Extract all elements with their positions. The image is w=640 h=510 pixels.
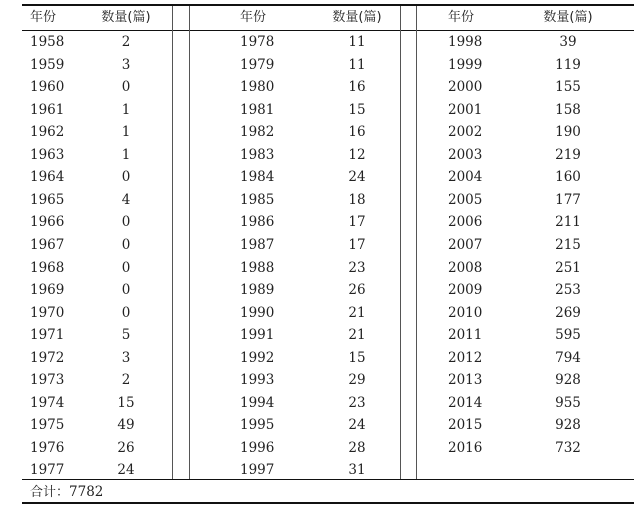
count-cell: 4 (121, 191, 131, 208)
count-cell: 2 (121, 372, 131, 389)
count-cell: 177 (555, 191, 581, 208)
year-header: 年份 (448, 10, 475, 25)
year-cell: 1969 (30, 282, 65, 299)
count-cell: 15 (348, 101, 366, 118)
year-cell: 1971 (30, 327, 65, 344)
total-value: 7782 (69, 484, 104, 500)
count-cell: 15 (117, 394, 135, 411)
year-cell: 2004 (448, 169, 483, 186)
year-cell: 1990 (240, 304, 275, 321)
year-cell: 2009 (448, 282, 483, 299)
year-cell: 1968 (30, 259, 65, 276)
count-cell: 12 (348, 146, 366, 163)
year-cell: 1996 (240, 439, 275, 456)
count-cell: 211 (555, 214, 581, 231)
count-header: 数量(篇) (332, 10, 382, 25)
year-cell: 2000 (448, 79, 483, 96)
count-cell: 219 (555, 146, 581, 163)
body-bottom-rule (22, 479, 634, 480)
count-cell: 21 (348, 327, 366, 344)
count-header: 数量(篇) (543, 10, 593, 25)
count-cell: 24 (348, 417, 366, 434)
header-rule (22, 30, 634, 31)
year-cell: 1959 (30, 56, 65, 73)
count-cell: 23 (348, 259, 366, 276)
count-cell: 794 (555, 349, 581, 366)
year-cell: 1985 (240, 191, 275, 208)
count-cell: 253 (555, 282, 581, 299)
count-cell: 11 (348, 34, 366, 50)
count-cell: 5 (121, 327, 131, 344)
count-cell: 955 (555, 394, 581, 411)
column-divider (189, 6, 190, 479)
count-cell: 31 (348, 462, 366, 479)
year-cell: 1988 (240, 259, 275, 276)
count-cell: 928 (555, 417, 581, 434)
year-cell: 1997 (240, 462, 275, 479)
count-cell: 49 (117, 417, 135, 434)
bottom-rule (22, 502, 634, 504)
count-cell: 2 (121, 34, 131, 50)
count-cell: 24 (117, 462, 135, 479)
year-cell: 2015 (448, 417, 483, 434)
column-divider (416, 6, 417, 479)
total-label: 合计： (30, 485, 70, 500)
year-cell: 1978 (240, 34, 275, 50)
year-cell: 1967 (30, 236, 65, 253)
count-cell: 16 (348, 124, 366, 141)
year-cell: 2011 (448, 327, 483, 344)
count-cell: 24 (348, 169, 366, 186)
count-cell: 26 (348, 282, 366, 299)
year-cell: 1974 (30, 394, 65, 411)
count-cell: 16 (348, 79, 366, 96)
count-cell: 3 (121, 56, 131, 73)
top-rule (22, 4, 634, 6)
count-cell: 17 (348, 214, 366, 231)
year-cell: 1958 (30, 34, 65, 50)
year-cell: 1981 (240, 101, 275, 118)
year-cell: 1995 (240, 417, 275, 434)
count-cell: 0 (121, 79, 131, 96)
year-cell: 1986 (240, 214, 275, 231)
count-cell: 15 (348, 349, 366, 366)
year-cell: 1983 (240, 146, 275, 163)
year-cell: 2008 (448, 259, 483, 276)
count-cell: 928 (555, 372, 581, 389)
year-cell: 1980 (240, 79, 275, 96)
count-cell: 26 (117, 439, 135, 456)
count-cell: 269 (555, 304, 581, 321)
count-cell: 3 (121, 349, 131, 366)
year-cell: 1972 (30, 349, 65, 366)
year-header: 年份 (240, 10, 267, 25)
year-cell: 2007 (448, 236, 483, 253)
year-cell: 1977 (30, 462, 65, 479)
year-cell: 1961 (30, 101, 65, 118)
count-cell: 595 (555, 327, 581, 344)
year-cell: 1993 (240, 372, 275, 389)
count-cell: 0 (121, 236, 131, 253)
count-cell: 39 (559, 34, 577, 50)
year-cell: 2002 (448, 124, 483, 141)
count-cell: 18 (348, 191, 366, 208)
year-cell: 1966 (30, 214, 65, 231)
year-header: 年份 (30, 10, 57, 25)
year-cell: 1973 (30, 372, 65, 389)
count-cell: 0 (121, 304, 131, 321)
count-cell: 251 (555, 259, 581, 276)
year-cell: 1989 (240, 282, 275, 299)
count-cell: 190 (555, 124, 581, 141)
year-cell: 2012 (448, 349, 483, 366)
year-cell: 1994 (240, 394, 275, 411)
count-cell: 0 (121, 282, 131, 299)
year-cell: 1984 (240, 169, 275, 186)
year-cell: 1979 (240, 56, 275, 73)
column-divider (400, 6, 401, 479)
count-cell: 1 (121, 124, 131, 141)
year-cell: 1991 (240, 327, 275, 344)
year-cell: 2010 (448, 304, 483, 321)
year-cell: 1963 (30, 146, 65, 163)
year-cell: 1960 (30, 79, 65, 96)
year-cell: 1964 (30, 169, 65, 186)
count-cell: 0 (121, 214, 131, 231)
count-cell: 119 (555, 56, 581, 73)
count-cell: 1 (121, 146, 131, 163)
count-cell: 0 (121, 169, 131, 186)
year-cell: 2003 (448, 146, 483, 163)
year-cell: 2005 (448, 191, 483, 208)
year-cell: 1962 (30, 124, 65, 141)
count-cell: 29 (348, 372, 366, 389)
count-cell: 0 (121, 259, 131, 276)
count-cell: 732 (555, 439, 581, 456)
year-cell: 1982 (240, 124, 275, 141)
year-cell: 2001 (448, 101, 483, 118)
year-cell: 1976 (30, 439, 65, 456)
column-divider (172, 6, 173, 479)
year-cell: 1999 (448, 56, 483, 73)
count-cell: 215 (555, 236, 581, 253)
count-cell: 17 (348, 236, 366, 253)
year-cell: 1987 (240, 236, 275, 253)
count-cell: 21 (348, 304, 366, 321)
year-cell: 2016 (448, 439, 483, 456)
year-cell: 1970 (30, 304, 65, 321)
year-cell: 1992 (240, 349, 275, 366)
count-cell: 155 (555, 79, 581, 96)
year-cell: 2006 (448, 214, 483, 231)
count-cell: 158 (555, 101, 581, 118)
year-cell: 1998 (448, 34, 483, 50)
total-row (30, 481, 103, 503)
count-cell: 1 (121, 101, 131, 118)
count-cell: 160 (555, 169, 581, 186)
count-cell: 28 (348, 439, 366, 456)
year-cell: 1975 (30, 417, 65, 434)
count-cell: 23 (348, 394, 366, 411)
count-cell: 11 (348, 56, 366, 73)
year-cell: 2013 (448, 372, 483, 389)
year-cell: 1965 (30, 191, 65, 208)
count-header: 数量(篇) (101, 10, 151, 25)
year-cell: 2014 (448, 394, 483, 411)
